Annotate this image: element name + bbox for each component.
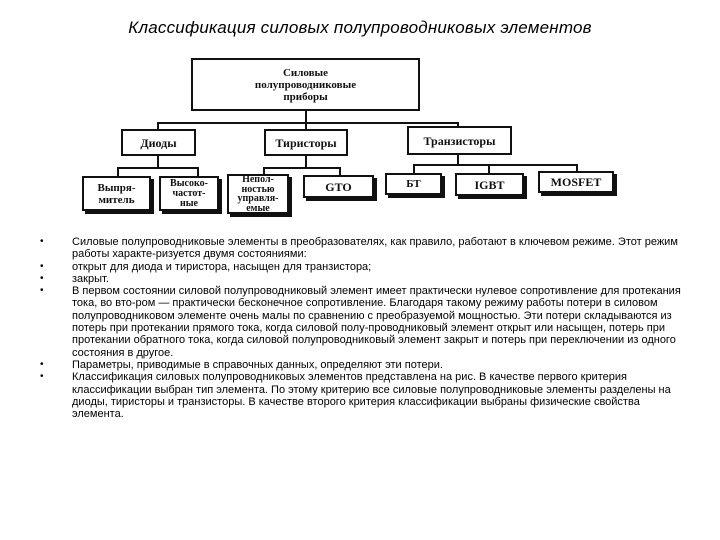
- transistors-label: Транзисторы: [423, 133, 496, 148]
- fast-diode-box: [159, 176, 219, 211]
- igbt-box: [455, 173, 524, 196]
- bullet-item: • Параметры, приводимые в справочных данных, определяют эти потери.: [40, 359, 685, 371]
- bt-label: БТ: [406, 178, 421, 190]
- connector: [413, 164, 578, 166]
- rectifier-box: [82, 176, 151, 211]
- thyristors-label: Тиристоры: [275, 135, 337, 150]
- connector: [117, 167, 199, 169]
- root-box: [191, 58, 420, 111]
- non-fully-controllable-label: Непол- ностью управля- емые: [237, 174, 279, 214]
- transistors-box: [407, 126, 512, 155]
- root-label: Силовые полупроводниковые приборы: [254, 66, 357, 103]
- connector: [157, 122, 458, 124]
- mosfet-box: [538, 171, 614, 193]
- gto-box: [303, 175, 374, 198]
- rectifier-label: Выпря- митель: [97, 181, 136, 206]
- bullet-item: • закрыт.: [40, 273, 685, 285]
- diodes-label: Диоды: [140, 135, 177, 150]
- igbt-label: IGBT: [474, 177, 505, 192]
- mosfet-label: MOSFET: [550, 175, 602, 189]
- connector: [263, 167, 341, 169]
- slide-title: Классификация силовых полупроводниковых элементов: [128, 18, 592, 37]
- bt-box: [385, 173, 442, 195]
- thyristors-box: [264, 129, 348, 156]
- fast-diode-label: Высоко- частот- ные: [170, 177, 208, 209]
- non-fully-controllable-box: [227, 174, 289, 214]
- bullet-item: • Силовые полупроводниковые элементы в преобразователях, как правило, работают в ключевом режиме. Этот режим работы характе-ризуется двумя состояниями:: [40, 236, 685, 261]
- bullet-item: • В первом состоянии силовой полупроводниковый элемент имеет практически нулевое сопротивление для протекания тока, во вто-ром — практически бесконечное сопротивление. Благодаря такому режиму работы потери в силовом полупроводниковом элементе очень малы по сравнению с преобразуемой мощностью. Эти потери складываются из потерь при протекании прямого тока, когда силовой полу-проводниковый элемент открыт или насыщен, потерь при протекании обратного тока, когда силовой полупроводниковый элемент закрыт и потерь при переключении из одного состояния в другое.: [40, 285, 685, 359]
- bullet-item: • открыт для диода и тиристора, насыщен для транзистора;: [40, 261, 685, 273]
- bullet-item: • Классификация силовых полупроводниковых элементов представлена на рис. В качестве первого критерия классификации выбран тип элемента. По этому критерию все силовые полупроводниковые элементы разделены на диоды, тиристоры и транзисторы. В качестве второго критерия классификации выбраны физические свойства элемента.: [40, 371, 685, 420]
- classification-diagram: [0, 0, 720, 230]
- gto-label: GTO: [325, 179, 352, 194]
- bullet-list: [40, 236, 685, 420]
- diodes-box: [121, 129, 196, 156]
- connector: [339, 167, 341, 175]
